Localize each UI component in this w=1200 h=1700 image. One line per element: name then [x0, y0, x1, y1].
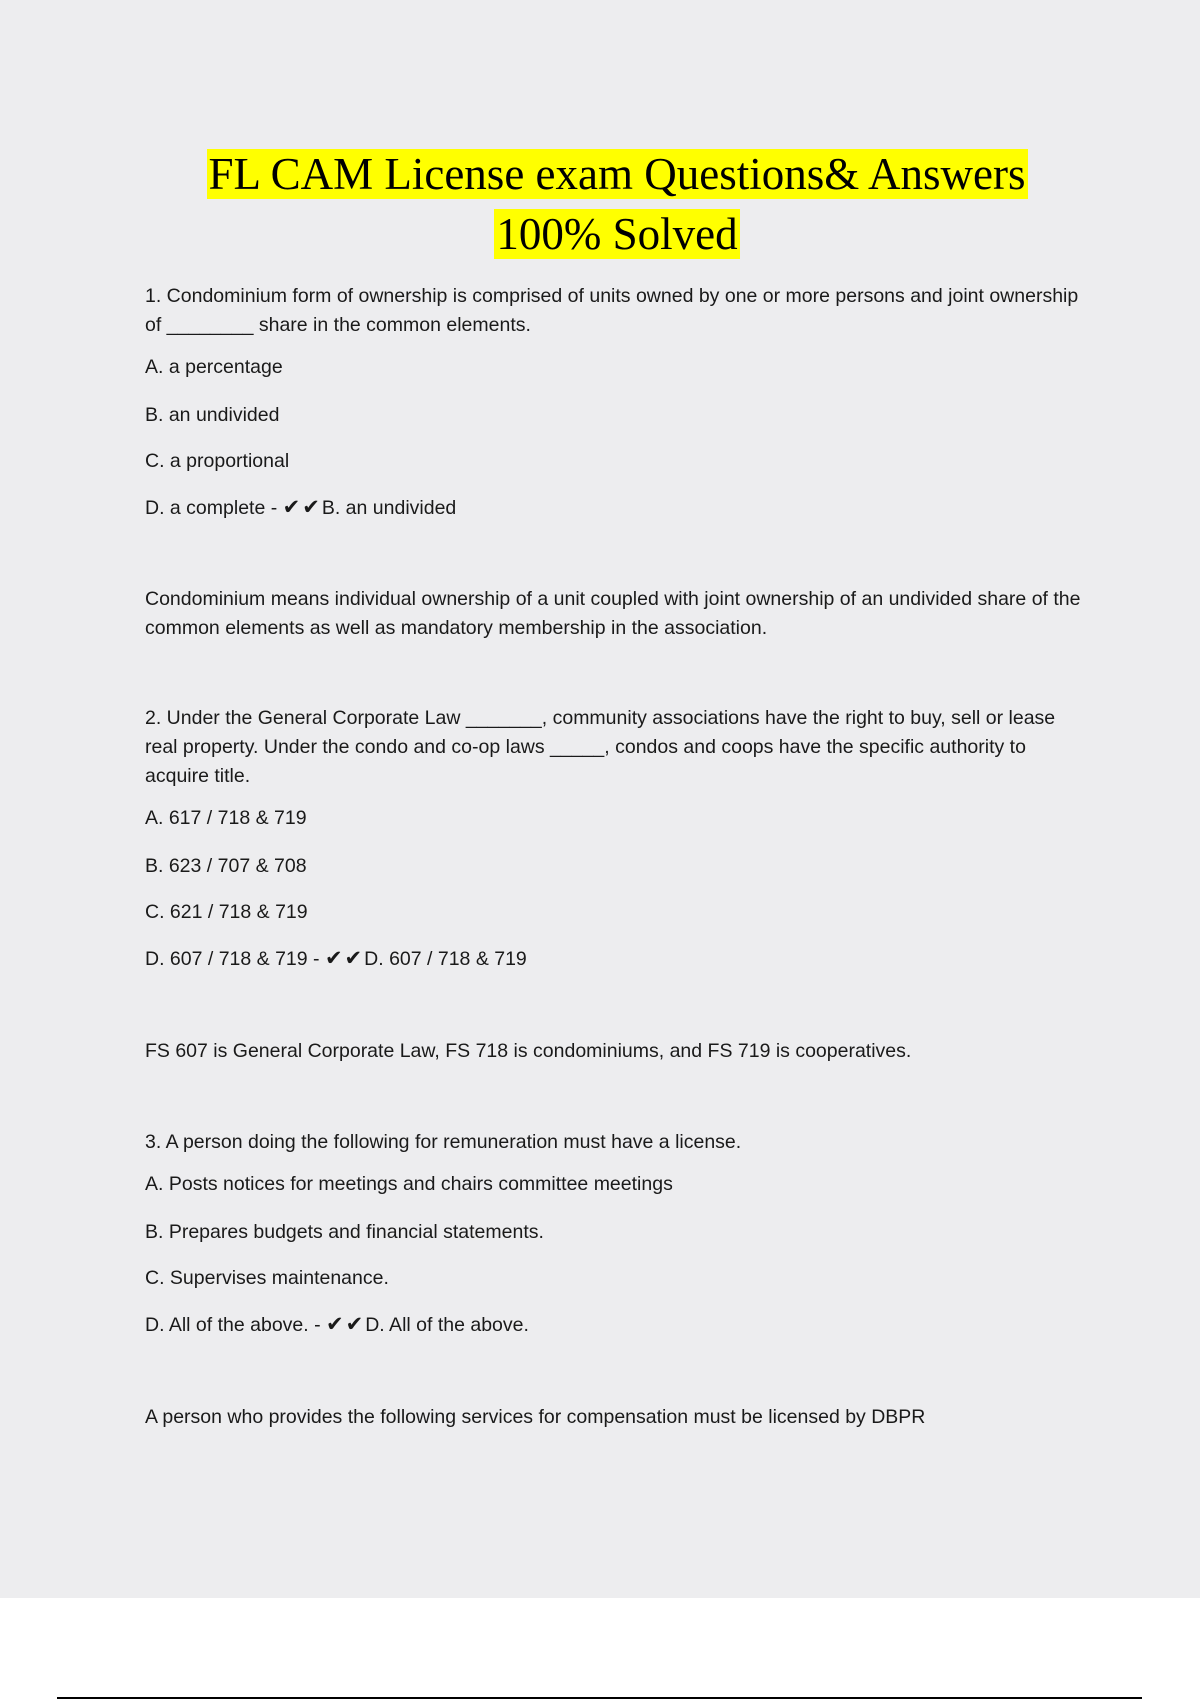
- question-text-3: 3. A person doing the following for remuneration must have a license.: [145, 1131, 742, 1153]
- option-b: B. Prepares budgets and financial statements.: [145, 1221, 544, 1243]
- question-text-1: 1. Condominium form of ownership is comprised of units owned by one or more persons and joint ownership of ________ share in the common elements.: [145, 285, 1079, 336]
- checkmark-icon: ✔✔: [282, 495, 322, 519]
- option-b: B. an undivided: [145, 404, 280, 426]
- page-divider: [57, 1697, 1142, 1699]
- option-d-with-answer: [145, 1295, 1085, 1341]
- checkmark-icon: ✔✔: [324, 946, 365, 970]
- option-c: C. Supervises maintenance.: [145, 1267, 389, 1289]
- option-c: C. 621 / 718 & 719: [145, 901, 308, 923]
- option-d: D. 607 / 718 & 719 -: [145, 948, 325, 970]
- question-block-1: [145, 282, 1085, 643]
- option-d-with-answer: [145, 478, 1085, 524]
- option-a: A. Posts notices for meetings and chairs committee meetings: [145, 1173, 673, 1195]
- correct-answer: D. 607 / 718 & 719: [364, 948, 527, 970]
- option-c: C. a proportional: [145, 450, 290, 472]
- option-d: D. All of the above. -: [145, 1314, 327, 1336]
- checkmark-icon: ✔✔: [326, 1312, 366, 1336]
- option-a: A. 617 / 718 & 719: [145, 807, 307, 829]
- option-d-with-answer: [145, 929, 1085, 975]
- title-line-1: FL CAM License exam Questions& Answers: [208, 149, 1026, 199]
- option-a: A. a percentage: [145, 356, 283, 378]
- explanation-2: FS 607 is General Corporate Law, FS 718 is condominiums, and FS 719 is cooperatives.: [145, 1040, 912, 1062]
- option-b: B. 623 / 707 & 708: [145, 855, 307, 877]
- question-block-2: [145, 704, 1085, 1066]
- question-text-2: 2. Under the General Corporate Law _______, community associations have the right to buy, sell or lease real property. Under the condo and co-op laws _____, condos and coops have the specific authority to acquire title.: [145, 707, 1056, 787]
- title-line-2: 100% Solved: [496, 209, 738, 259]
- option-d: D. a complete -: [145, 497, 283, 519]
- explanation-3: A person who provides the following services for compensation must be licensed by DBPR: [145, 1406, 926, 1428]
- question-block-3: [145, 1128, 1085, 1432]
- document-title: [0, 144, 1200, 264]
- explanation-1: Condominium means individual ownership of a unit coupled with joint ownership of an undivided share of the common elements as well as mandatory membership in the association.: [145, 588, 1081, 639]
- correct-answer: B. an undivided: [321, 497, 457, 519]
- correct-answer: D. All of the above.: [365, 1314, 529, 1336]
- document-content: [145, 282, 1085, 1432]
